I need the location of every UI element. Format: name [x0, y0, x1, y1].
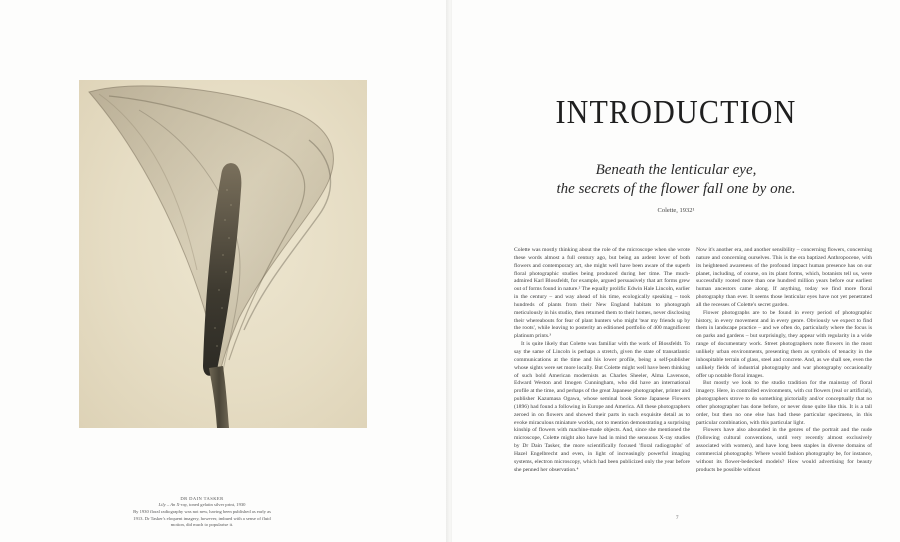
body-column-left	[514, 247, 690, 474]
caption-title: Lily – An X-ray,	[158, 502, 188, 508]
paragraph: But mostly we look to the studio tradition for the mainstay of floral imagery. Here, in controlled environments, with cut flowers (real or artificial), photographers strove to do something pictorially and/or conceptually that no other photographer has done before, or never done quite like this. It is a tall order, but then no one else has had these particular specimens, in this particular combination, with this particular light.	[696, 380, 872, 426]
epigraph-attribution: Colette, 1932¹	[657, 207, 695, 214]
caption-title-line	[130, 502, 274, 508]
paragraph: Now it's another era, and another sensibility – concerning flowers, concerning nature and concerning ourselves. This is the era baptized Anthropocene, with its heightened awareness of the profound impact human presence has on our planet, including, of course, on its plant forms, which, botanists tell us, were successfully rooted more than one hundred million years before our earliest human ancestors came along. If anything, today we find more floral photography than ever. It seems those lenticular eyes have not yet penetrated all the recesses of Colette's secret garden.	[696, 247, 872, 308]
paragraph: Colette was mostly thinking about the role of the microscope when she wrote these words almost a full century ago, but being an ardent lover of both flowers and contemporary art, she might well have been aware of the superb floral photographic studies being produced during her time. The much-admired Karl Blossfeldt, for example, argued persuasively that art forms grew out of forms found in nature.² The equally prolific Edwin Hale Lincoln, earlier in the century – and way ahead of his time, ecologically speaking – took hundreds of plants from their New England habitats to photograph meticulously in his studio, then returned them to their homes, never disclosing their whereabouts for fear of plant hunters who might 'tear my friends up by the roots', while leaving to posterity an editioned portfolio of 400 magnificent platinum prints.³	[514, 247, 690, 340]
paragraph: Flowers have also abounded in the genres of the portrait and the nude (following cultural conventions, until very recently almost exclusively associated with women), and have long been staples in diverse domains of commercial photography. Where would fashion photography be, for instance, without its flower-bedecked models? How would advertising for beauty products be possible without	[696, 427, 872, 473]
epigraph	[452, 161, 900, 198]
epigraph-line-2: the secrets of the flower fall one by one.	[556, 180, 796, 197]
lily-xray-photograph	[79, 80, 367, 428]
left-page	[0, 0, 448, 542]
chapter-title: INTRODUCTION	[555, 94, 797, 131]
photo-caption	[130, 496, 274, 528]
caption-body: By 1930 floral radiography was not new, having been published as early as 1913. Dr Tasker's eloquent imagery, however, imbued with a sense of fluid motion, did much to popularise it.	[133, 509, 271, 527]
paragraph: Flower photographs are to be found in every period of photographic history, in every movement and in every genre. Obviously we expect to find them in landscape practice – and we often do, particularly where the focus is on parks and gardens – but surprisingly, they appear with regularity in a wide range of documentary work. Street photographers note flowers in the most unlikely urban environments, presenting them as symbols of tenacity in the inhospitable terrain of glass, steel and concrete. And, as we shall see, even the unlikely fields of industrial photography and war photography occasionally offer up notable floral images.	[696, 309, 872, 379]
caption-artist-name: DR DAIN TASKER	[180, 496, 224, 501]
paragraph: It is quite likely that Colette was familiar with the work of Blossfeldt. To say the same of Lincoln is perhaps a stretch, given the state of transatlantic communications at the time and his lower profile, being a self-publisher whose sights were set more locally. But Colette might well have been thinking of such bold American modernists as Charles Sheeler, Alma Lavenson, Edward Weston and Imogen Cunningham, who did have an international profile at the time, and perhaps of the great Japanese photographer, printer and publisher Kazumasa Ogawa, whose seminal book Some Japanese Flowers (1896) had found a following in Europe and America. All these photographers zeroed in on flowers and showed their parts in such exquisite detail as to evoke miraculous miniature worlds, not to mention demonstrating a surprising kinship of flowers with machine-made objects. And, since she mentioned the microscope, Colette might also have had in mind the sensuous X-ray studies by Dr Dain Tasker, the more scientifically focused 'floral radiographs' of Hazel Engelbrecht and even, in light of increasingly powerful imaging systems, electron microscopy, which had been publicized only the year before she penned her observation.⁴	[514, 341, 690, 473]
page-number: 7	[676, 516, 679, 521]
epigraph-line-1: Beneath the lenticular eye,	[595, 162, 757, 178]
body-column-right	[696, 247, 872, 474]
caption-medium: toned gelatin silver print, 1930	[187, 502, 246, 508]
